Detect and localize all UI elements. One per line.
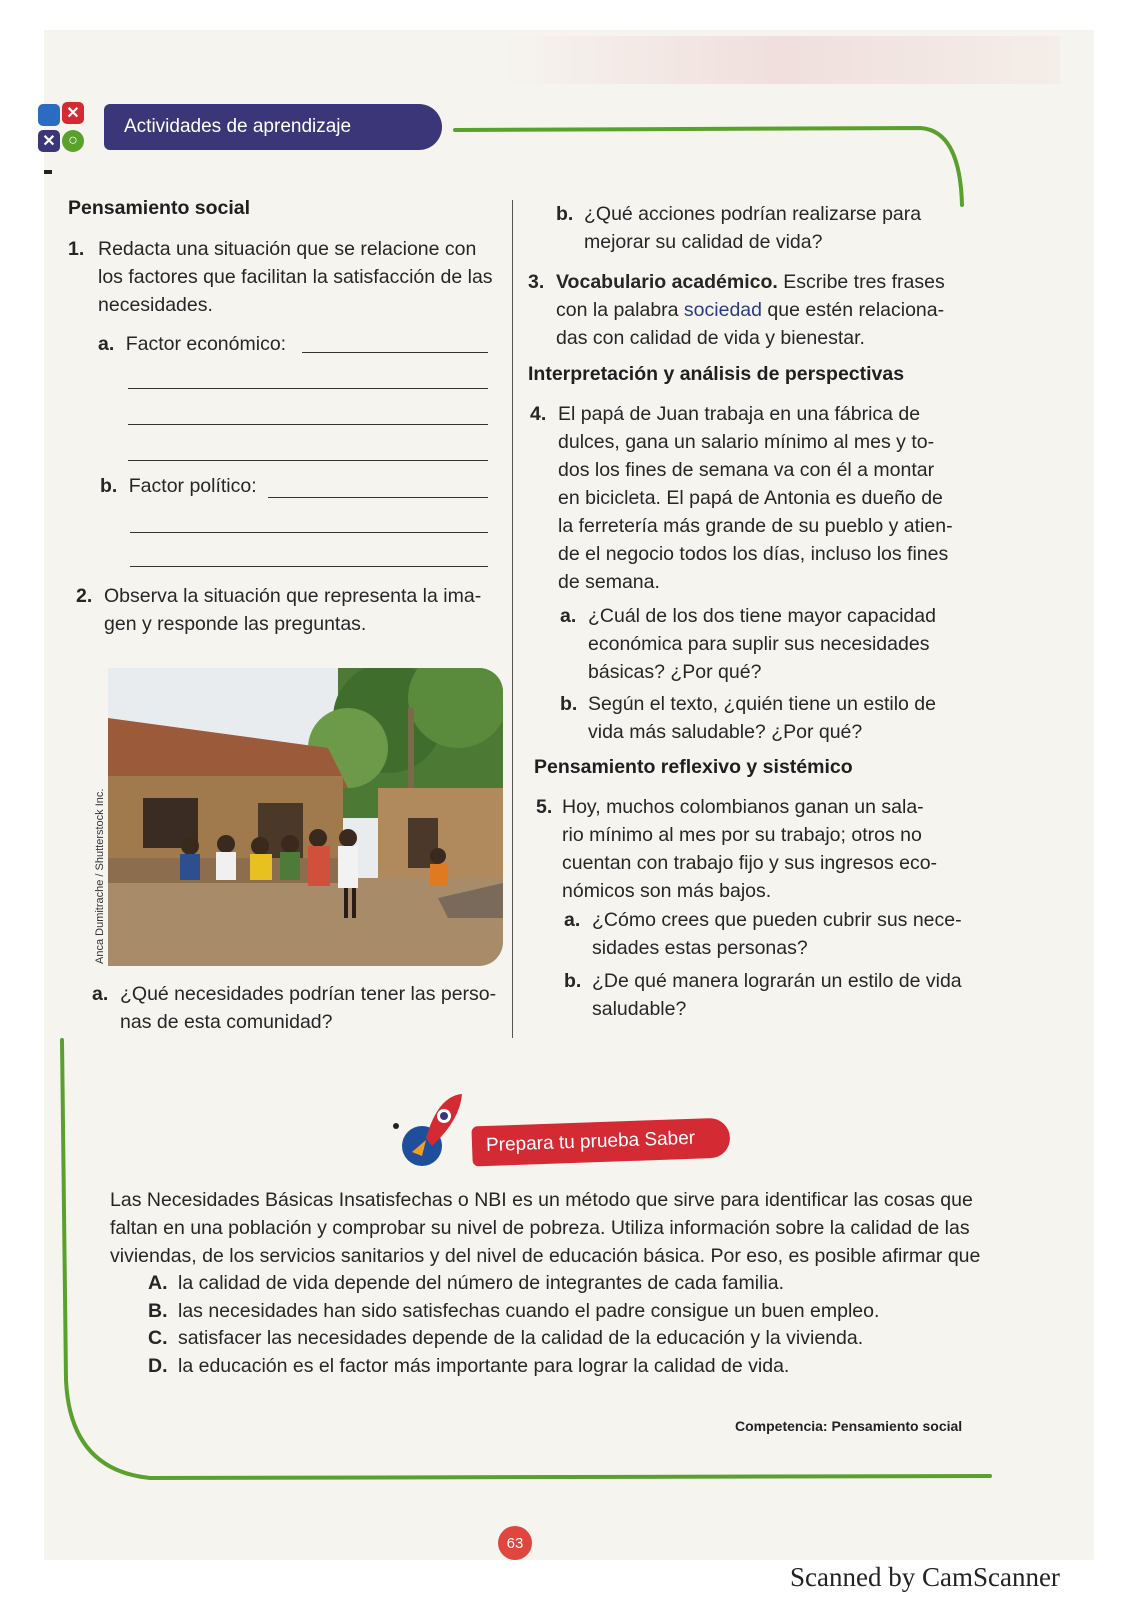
text-line: nómicos son más bajos. <box>562 880 772 902</box>
text-line: Redacta una situación que se relacione con <box>98 238 477 260</box>
sub-question <box>98 330 286 358</box>
question-number: 3. <box>528 271 545 293</box>
text-line: nas de esta comunidad? <box>120 1011 333 1033</box>
activity-logo-icon <box>40 100 92 160</box>
sub-letter: a. <box>560 605 577 627</box>
question-text <box>558 400 953 596</box>
saber-intro <box>110 1186 980 1270</box>
section-banner <box>104 104 442 150</box>
text-line: cuentan con trabajo fijo y sus ingresos eco- <box>562 852 938 874</box>
section-heading: Pensamiento reflexivo y sistémico <box>534 756 853 778</box>
option-text: satisfacer las necesidades depende de la calidad de la educación y la vivienda. <box>178 1327 864 1349</box>
sub-letter: b. <box>564 970 582 992</box>
answer-line[interactable] <box>128 388 488 389</box>
text-line: ¿De qué manera lograrán un estilo de vida <box>592 970 962 992</box>
column-divider <box>512 200 513 1038</box>
text-line: necesidades. <box>98 294 213 316</box>
x-icon: ✕ <box>38 130 60 152</box>
option-letter: D. <box>148 1354 168 1377</box>
sub-question <box>592 906 962 962</box>
text-line: sidades estas personas? <box>592 937 808 959</box>
text-line: ¿Cómo crees que pueden cubrir sus nece- <box>592 909 962 931</box>
text-line: ¿Qué necesidades podrían tener las perso- <box>120 983 497 1005</box>
question-number: 1. <box>68 238 85 260</box>
option-d[interactable] <box>148 1353 879 1381</box>
sub-question <box>588 602 936 686</box>
text-line: Las Necesidades Básicas Insatisfechas o NBI es un método que sirve para identificar las cosas que <box>110 1189 973 1211</box>
sub-label: Factor económico: <box>125 333 287 355</box>
text-line: dulces, gana un salario mínimo al mes y to- <box>558 431 935 453</box>
sub-letter: a. <box>92 983 109 1005</box>
text-line: básicas? ¿Por qué? <box>588 661 762 683</box>
text-line: vida más saludable? ¿Por qué? <box>588 721 863 743</box>
text-line: dos los fines de semana va con él a montar <box>558 459 935 481</box>
text-line: con la palabra <box>556 299 684 321</box>
community-photo <box>108 668 503 966</box>
sub-question <box>588 690 936 746</box>
question-number: 2. <box>76 585 93 607</box>
text-line: Hoy, muchos colombianos ganan un sala- <box>562 796 924 818</box>
text-line: los factores que facilitan la satisfacción de las <box>98 266 493 288</box>
rocket-icon <box>392 1090 470 1170</box>
text-line: Escribe tres frases <box>777 271 945 293</box>
text-line: Según el texto, ¿quién tiene un estilo de <box>588 693 936 715</box>
text-line: la ferretería más grande de su pueblo y atien- <box>558 515 953 537</box>
option-letter: A. <box>148 1272 168 1294</box>
text-line: das con calidad de vida y bienestar. <box>556 327 865 349</box>
vocab-heading: Vocabulario académico. <box>556 271 778 293</box>
competencia-label: Competencia: Pensamiento social <box>735 1418 963 1434</box>
text-line: viviendas, de los servicios sanitarios y del nivel de educación básica. Por eso, es posible afirmar que <box>110 1245 981 1267</box>
section-heading: Interpretación y análisis de perspectivas <box>528 363 905 385</box>
scan-shadow <box>500 36 1060 84</box>
question-text <box>556 268 945 352</box>
text-line: que estén relaciona- <box>761 299 945 321</box>
answer-line[interactable] <box>302 352 488 353</box>
sub-letter: b. <box>560 693 578 715</box>
sub-letter: a. <box>564 909 581 931</box>
text-line: El papá de Juan trabaja en una fábrica de <box>558 403 921 425</box>
sub-question <box>592 967 962 1023</box>
photo-credit: Anca Dumitrache / Shutterstock Inc. <box>94 788 106 964</box>
option-letter: B. <box>148 1299 168 1322</box>
option-text: la educación es el factor más importante para lograr la calidad de vida. <box>178 1354 790 1377</box>
text-line: saludable? <box>592 998 687 1020</box>
sub-letter: b. <box>556 203 574 225</box>
text-line: económica para suplir sus necesidades <box>588 633 930 655</box>
x-icon: ✕ <box>62 102 84 124</box>
question-number: 4. <box>530 403 547 425</box>
text-line: faltan en una población y comprobar su nivel de pobreza. Utiliza información sobre la calidad de las <box>110 1217 970 1239</box>
answer-line[interactable] <box>268 497 488 498</box>
answer-line[interactable] <box>130 532 488 533</box>
circle-icon: ○ <box>62 130 84 152</box>
sub-letter: b. <box>100 475 118 497</box>
page-number: 63 <box>498 1526 532 1560</box>
section-heading: Pensamiento social <box>68 197 251 219</box>
sub-label: Factor político: <box>128 475 257 497</box>
text-line: rio mínimo al mes por su trabajo; otros no <box>562 824 922 846</box>
saber-options <box>148 1270 879 1380</box>
option-text: las necesidades han sido satisfechas cuando el padre consigue un buen empleo. <box>178 1299 880 1322</box>
question-text <box>98 235 493 319</box>
answer-line[interactable] <box>128 460 488 461</box>
text-line: de el negocio todos los días, incluso los fines <box>558 543 949 565</box>
option-b[interactable] <box>148 1298 879 1326</box>
text-line: mejorar su calidad de vida? <box>584 231 823 253</box>
option-letter: C. <box>148 1327 168 1349</box>
square-icon <box>38 104 60 126</box>
text-line: Observa la situación que representa la ima- <box>104 585 482 607</box>
scanner-watermark: Scanned by CamScanner <box>790 1562 1060 1592</box>
text-line: en bicicleta. El papá de Antonia es dueño de <box>558 487 943 509</box>
sub-question <box>584 200 921 256</box>
option-a[interactable] <box>148 1270 879 1298</box>
text-line: ¿Cuál de los dos tiene mayor capacidad <box>588 605 936 627</box>
answer-line[interactable] <box>130 566 488 567</box>
text-line: de semana. <box>558 571 660 593</box>
answer-line[interactable] <box>128 424 488 425</box>
sub-question <box>120 980 496 1036</box>
option-c[interactable] <box>148 1325 879 1353</box>
option-text: la calidad de vida depende del número de integrantes de cada familia. <box>178 1272 784 1294</box>
question-number: 5. <box>536 796 553 818</box>
text-line: gen y responde las preguntas. <box>104 613 367 635</box>
question-text <box>104 582 481 638</box>
keyword: sociedad <box>683 299 762 321</box>
sub-letter: a. <box>98 333 115 355</box>
saber-title: Prepara tu prueba Saber <box>485 1127 696 1157</box>
banner-title: Actividades de aprendizaje <box>124 116 352 137</box>
question-text <box>562 793 937 905</box>
sub-question <box>100 472 257 500</box>
text-line: ¿Qué acciones podrían realizarse para <box>584 203 922 225</box>
